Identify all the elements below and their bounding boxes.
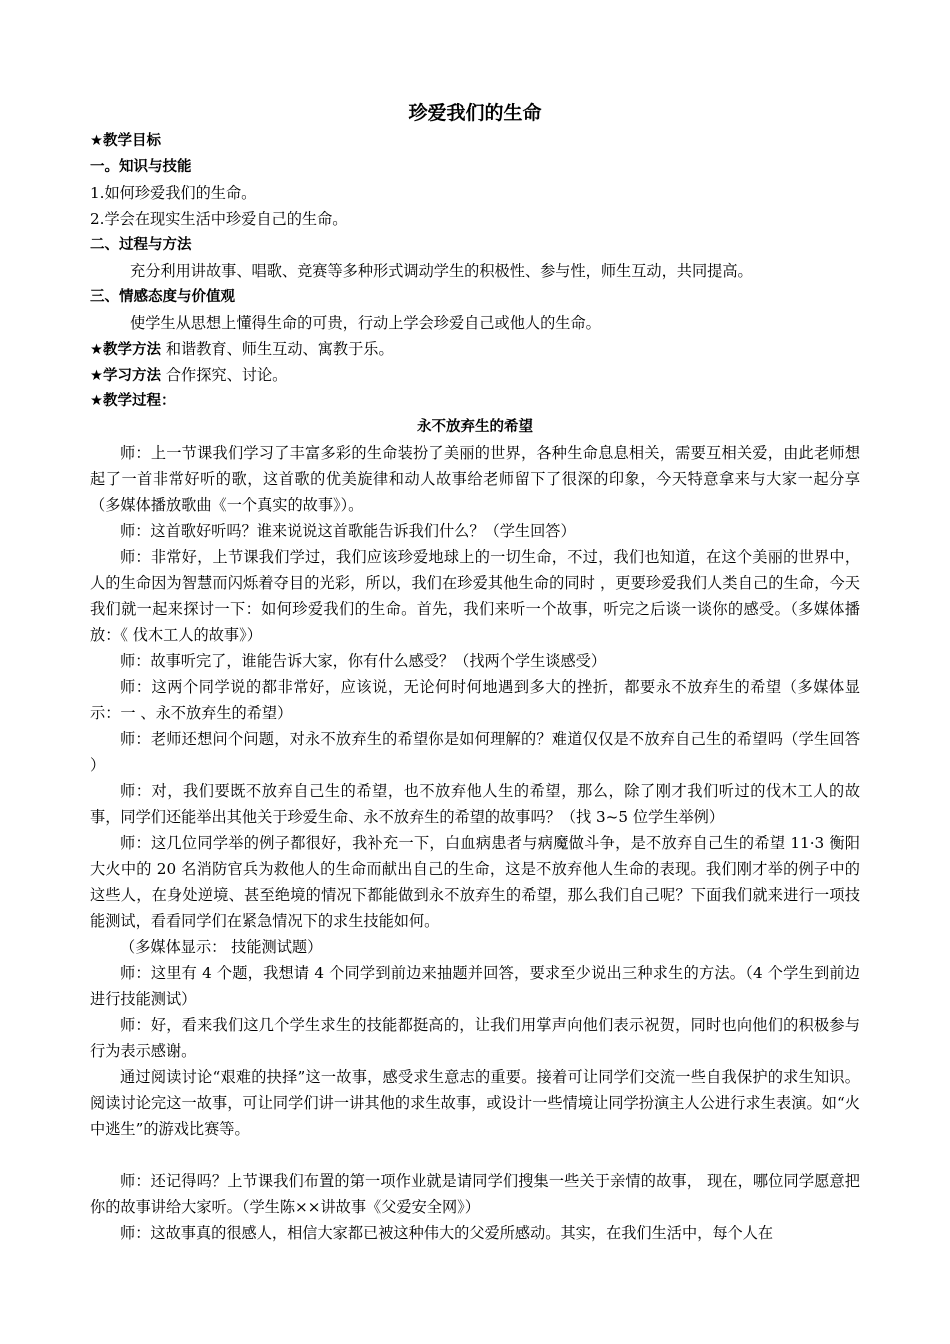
emotion-heading: 三、情感态度与价值观: [90, 289, 235, 305]
section-subtitle: 永不放弃生的希望: [417, 419, 533, 435]
paragraph: 师：这里有 4 个题，我想请 4 个同学到前边来抽题并回答，要求至少说出三种求生的方法。（4 个学生到前边进行技能测试）: [90, 964, 860, 1008]
knowledge-heading: 一。知识与技能: [90, 159, 192, 175]
process-text: 充分利用讲故事、唱歌、竞赛等多种形式调动学生的积极性、参与性，师生互动，共同提高。: [130, 262, 753, 280]
paragraph: 师：这首歌好听吗？谁来说说这首歌能告诉我们什么？（学生回答）: [120, 522, 576, 540]
teaching-method: [90, 336, 860, 362]
learning-method-text: 合作探究、讨论。: [161, 366, 288, 384]
paragraph: （多媒体显示： 技能测试题）: [120, 938, 323, 956]
knowledge-item-1: 1.如何珍爱我们的生命。: [90, 184, 257, 202]
paragraph: 师：还记得吗？上节课我们布置的第一项作业就是请同学们搜集一些关于亲情的故事， 现在，哪位同学愿意把你的故事讲给大家听。（学生陈××讲故事《父爱安全网》）: [90, 1172, 860, 1216]
paragraph: 师：非常好，上节课我们学过，我们应该珍爱地球上的一切生命，不过，我们也知道，在这个美丽的世界中，人的生命因为智慧而闪烁着夺目的光彩，所以，我们在珍爱其他生命的同时 ，更要珍爱我们人类自己的生命，今天我们就一起来探讨一下：如何珍爱我们的生命。首先，我们来听一个故事，听完之后谈一谈你的感受。（多媒体播放：《 伐木工人的故事》）: [90, 548, 860, 644]
paragraph: 通过阅读讨论“艰难的抉择”这一故事，感受求生意志的重要。接着可让同学们交流一些自我保护的求生知识。阅读讨论完这一故事，可让同学们讲一讲其他的求生故事，或设计一些情境让同学扮演主人公进行求生表演。如“火中逃生”的游戏比赛等。: [90, 1068, 860, 1138]
paragraph: 师：这两个同学说的都非常好，应该说，无论何时何地遇到多大的挫折，都要永不放弃生的希望（多媒体显示：一 、永不放弃生的希望）: [90, 678, 860, 722]
process-heading: 二、过程与方法: [90, 237, 192, 253]
paragraph: 师：老师还想问个问题，对永不放弃生的希望你是如何理解的？难道仅仅是不放弃自己生的希望吗（学生回答 ）: [90, 730, 860, 774]
paragraph: 师：对，我们要既不放弃自己生的希望，也不放弃他人生的希望，那么，除了刚才我们听过的伐木工人的故事，同学们还能举出其他关于珍爱生命、永不放弃生的希望的故事吗？（找 3~5 位学生举例）: [90, 782, 860, 826]
objectives-heading: ★教学目标: [90, 133, 161, 149]
paragraph: 师：好，看来我们这几个学生求生的技能都挺高的，让我们用掌声向他们表示祝贺，同时也向他们的积极参与行为表示感谢。: [90, 1016, 860, 1060]
emotion-text: 使学生从思想上懂得生命的可贵，行动上学会珍爱自己或他人的生命。: [130, 314, 601, 332]
paragraph: 师：这故事真的很感人，相信大家都已被这种伟大的父爱所感动。其实，在我们生活中，每个人在: [120, 1224, 774, 1242]
paragraph: 师：故事听完了，谁能告诉大家，你有什么感受？（找两个学生谈感受）: [120, 652, 606, 670]
process-section-label: ★教学过程：: [90, 393, 176, 409]
document-body: [90, 128, 860, 1246]
knowledge-item-2: 2.学会在现实生活中珍爱自己的生命。: [90, 210, 348, 228]
learning-method-label: ★学习方法: [90, 368, 161, 384]
page-title: 珍爱我们的生命: [408, 102, 542, 124]
paragraph: 师：上一节课我们学习了丰富多彩的生命装扮了美丽的世界，各种生命息息相关，需要互相关爱，由此老师想起了一首非常好听的歌，这首歌的优美旋律和动人故事给老师留下了很深的印象，今天特意拿来与大家一起分享（多媒体播放歌曲《一个真实的故事》）。: [90, 444, 860, 514]
blank-line: [90, 1142, 860, 1168]
learning-method: [90, 362, 860, 388]
teaching-method-text: 和谐教育、师生互动、寓教于乐。: [161, 340, 394, 358]
teaching-method-label: ★教学方法: [90, 342, 161, 358]
paragraph: 师：这几位同学举的例子都很好，我补充一下，白血病患者与病魔做斗争，是不放弃自己生的希望 11·3 衡阳大火中的 20 名消防官兵为救他人的生命而献出自己的生命，这是不放弃他人生命的表现。我们刚才举的例子中的这些人，在身处逆境、甚至绝境的情况下都能做到永不放弃生的希望，那么我们自己呢？下面我们就来进行一项技能测试，看看同学们在紧急情况下的求生技能如何。: [90, 834, 860, 930]
